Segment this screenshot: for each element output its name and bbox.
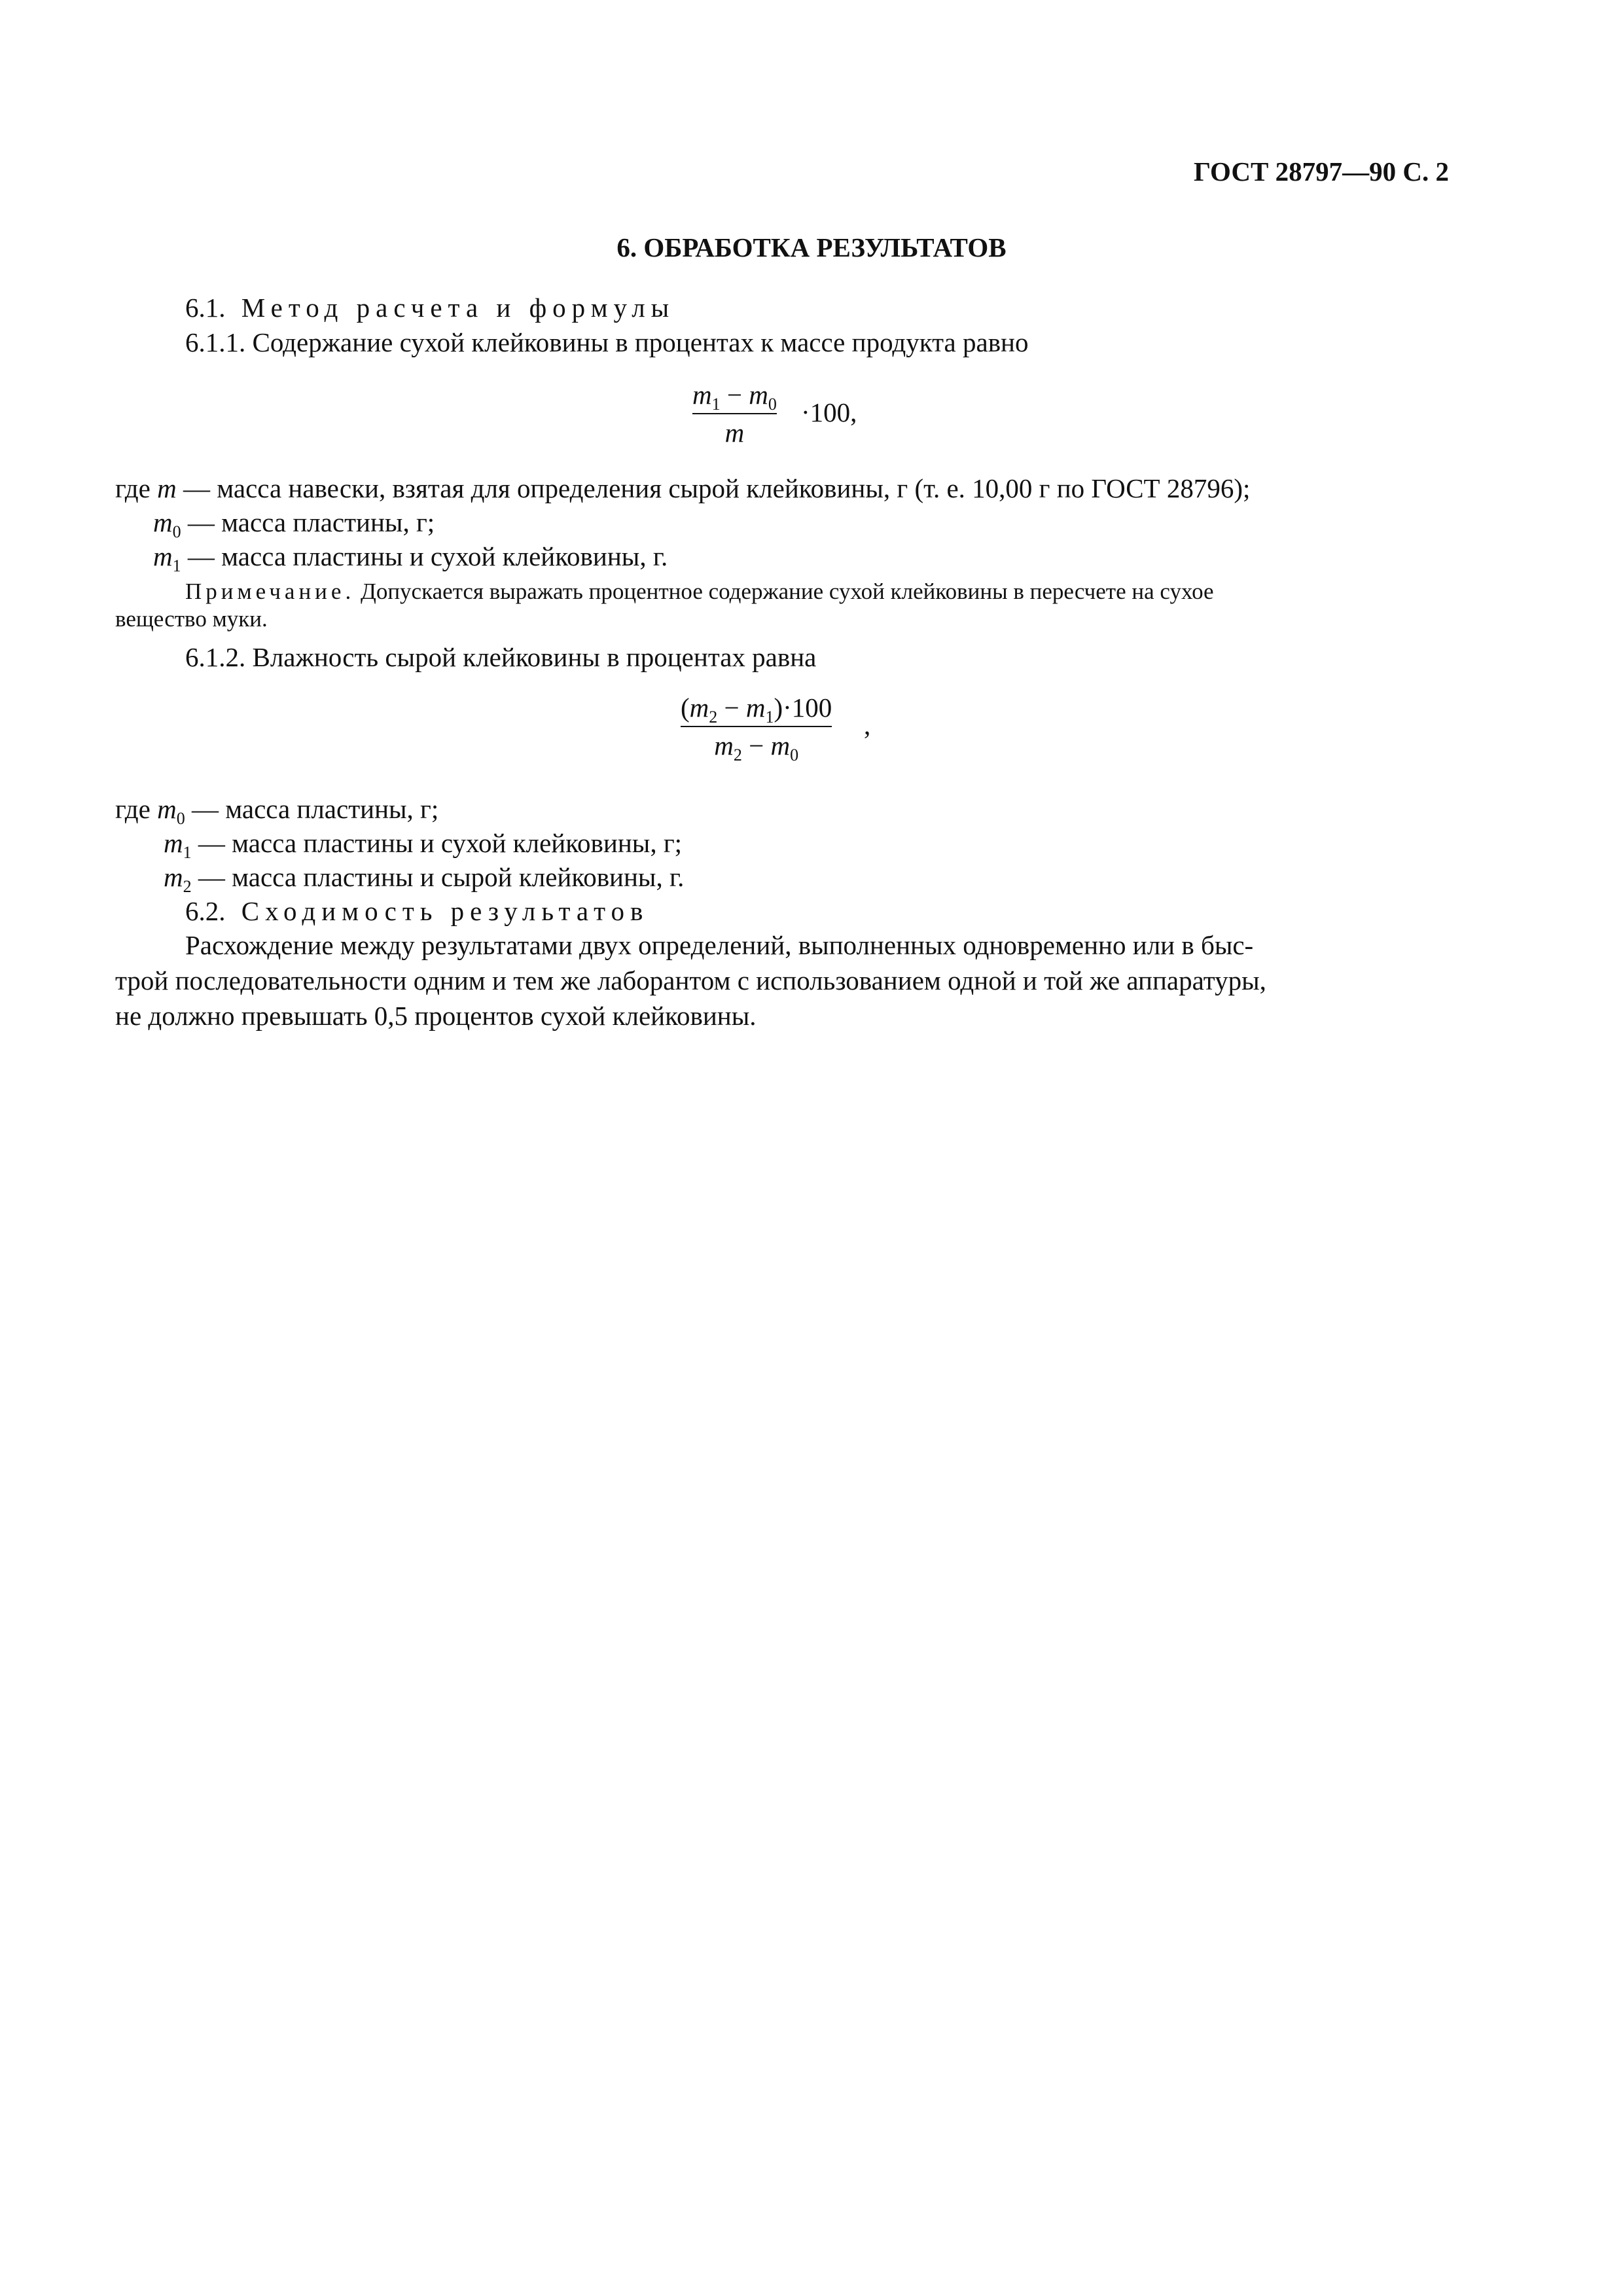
where2-item-m1: $m_1$ — масса пластины и сухой клейковины, г; — [164, 828, 683, 862]
subsection-heading-6-2 — [185, 894, 649, 928]
clause-6-1-1: 6.1.1. Содержание сухой клейковины в процентах к массе продукта равно — [185, 327, 1029, 357]
paragraph-6-2-line-2: трой последовательности одним и тем же лаборантом с использованием одной и той же аппаратуры, — [115, 965, 1266, 996]
paragraph-6-2-line-3: не должно превышать 0,5 процентов сухой клейковины. — [115, 1001, 757, 1031]
clause-6-1-2: 6.1.2. Влажность сырой клейковины в процентах равна — [185, 642, 817, 672]
formula-numerator: $m_1 - m_0$ — [692, 380, 777, 414]
paragraph-6-2-line-1: Расхождение между результатами двух определений, выполненных одновременно или в быс- — [185, 930, 1254, 960]
doc-header-ref: ГОСТ 28797—90 С. 2 — [1193, 156, 1449, 187]
where2-item-m0: где $m_0$ — масса пластины, г; — [115, 794, 439, 828]
formula-multiplier: ·100, — [801, 397, 857, 427]
note-line-1: Примечание. Допускается выражать процентное содержание сухой клейковины в пересчете на сухое — [185, 579, 1214, 604]
where-item-m: где m — масса навески, взятая для определения сырой клейковины, г (т. е. 10,00 г по ГОСТ 28796); — [115, 473, 1251, 503]
fraction-bar — [681, 726, 832, 727]
fraction-bar — [692, 413, 777, 414]
formula-dry-gluten — [692, 378, 777, 449]
where-item-m0: $m_0$ — масса пластины, г; — [153, 507, 435, 541]
where-item-m1: $m_1$ — масса пластины и сухой клейковины, г. — [153, 541, 668, 575]
subsection-heading-6-1 — [185, 291, 675, 325]
formula-moisture — [681, 691, 832, 762]
note-line-2: вещество муки. — [115, 606, 268, 632]
formula-numerator: $(m_2 - m_1)\cdot 100$ — [681, 692, 832, 726]
subsection-title: Метод расчета и формулы — [241, 293, 675, 323]
subsection-number: 6.2. — [185, 896, 226, 926]
where2-item-m2: $m_2$ — масса пластины и сырой клейковины, г. — [164, 862, 685, 896]
subsection-title: Сходимость результатов — [241, 896, 649, 926]
subsection-number: 6.1. — [185, 293, 226, 323]
formula-denominator: m — [724, 418, 745, 448]
section-title: 6. ОБРАБОТКА РЕЗУЛЬТАТОВ — [616, 232, 1007, 262]
note-label: Примечание. — [185, 579, 355, 604]
formula-trailing-comma: , — [864, 710, 871, 740]
formula-denominator: $m_2 - m_0$ — [714, 730, 799, 764]
